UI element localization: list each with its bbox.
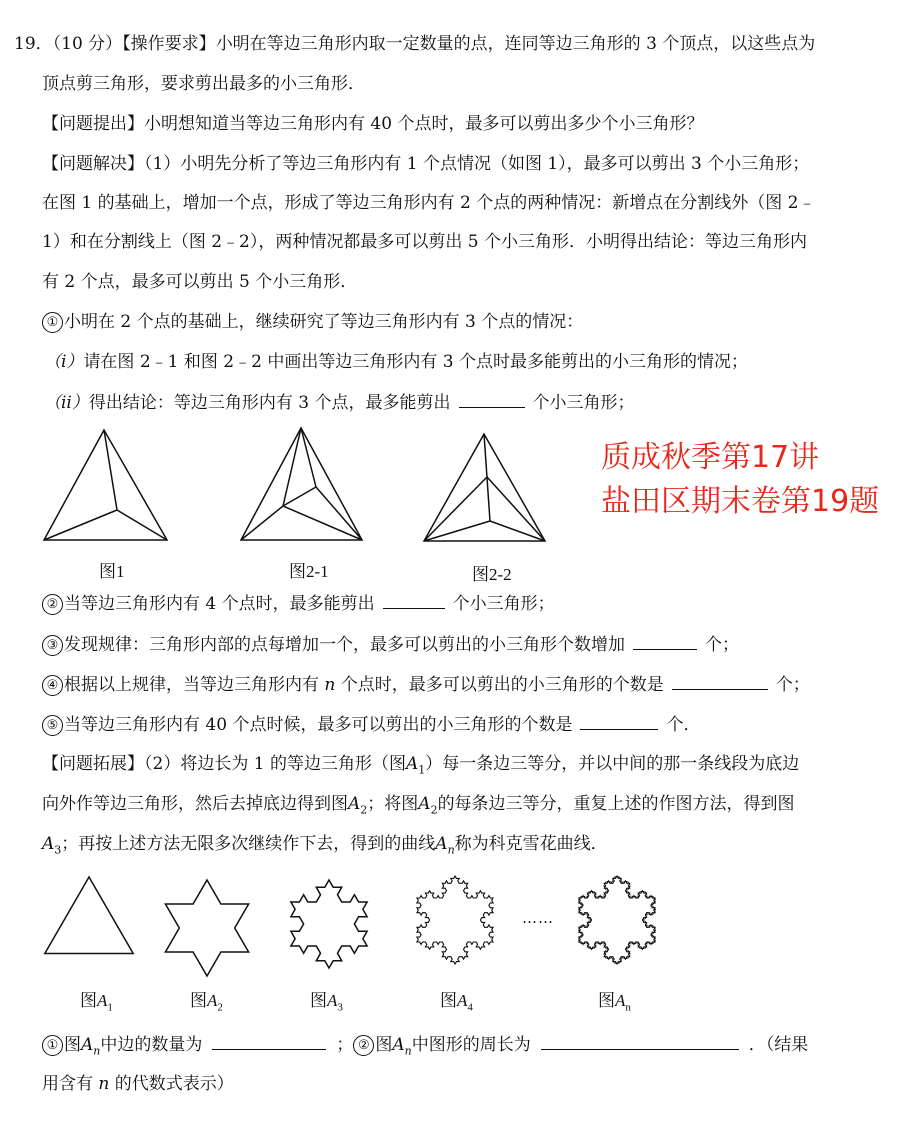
question-score: （10 分）	[52, 34, 123, 54]
ext-text-2b: ；将图	[367, 794, 419, 814]
cap-a3-sub: 3	[337, 1001, 343, 1014]
step1-number: ①	[42, 312, 63, 333]
req-tag: 【操作要求】	[122, 34, 216, 54]
cap-a1-sub: 1	[107, 1001, 113, 1014]
koch-a2-star	[165, 880, 248, 976]
cap-a2-sub: 2	[217, 1001, 223, 1014]
var-a2-sub: 2	[360, 803, 368, 817]
step5-pre: 当等边三角形内有 40 个点时候，最多可以剪出的小三角形的个数是	[64, 715, 573, 735]
ext-text-2c: 的每条边三等分，重复上述的作图方法，得到图	[437, 794, 795, 814]
final-2-sub: n	[404, 1044, 412, 1058]
fig-an-caption: 图$A_n$	[598, 991, 631, 1014]
var-a1-sub: 1	[418, 763, 426, 777]
final-1-var: A	[81, 1035, 94, 1055]
var-a2: A	[348, 794, 361, 814]
var-an: A	[435, 834, 448, 854]
final-number-2: ②	[353, 1035, 374, 1056]
answer-blank-edges[interactable]	[212, 1031, 326, 1050]
final-2-pre: 图	[375, 1035, 393, 1055]
final-3-var: n	[98, 1074, 110, 1094]
step4-mid: 个点时，最多可以剪出的小三角形的个数是	[340, 675, 664, 695]
step4-post: 个；	[775, 675, 810, 695]
step4-var: n	[324, 675, 336, 695]
cap-an-sub: n	[625, 1001, 631, 1014]
koch-a1-triangle	[45, 877, 133, 954]
var-a2b: A	[418, 794, 431, 814]
sub-ii-number: （ii）	[44, 393, 89, 413]
step3-post: 个；	[705, 635, 739, 655]
cap-a3-var: A	[327, 991, 338, 1010]
step4-number: ④	[42, 675, 63, 696]
final-2-post: 中图形的周长为	[411, 1035, 531, 1055]
ellipsis-dots: ……	[522, 909, 554, 927]
ext-text-2a: 向外作等边三角形，然后去掉底边得到图	[42, 794, 348, 814]
step2-number: ②	[42, 594, 63, 615]
fig21-caption: 图2-1	[289, 562, 329, 581]
fig22-caption: 图2-2	[472, 565, 512, 584]
solve-text-1: （1）小明先分析了等边三角形内有 1 个点情况（如图 1），最多可以剪出 3 个小三角形；	[144, 154, 810, 174]
ext-text-1b: ）每一条边三等分，并以中间的那一条线段为底边	[425, 754, 800, 774]
koch-a3-curve	[291, 880, 367, 968]
final-2-var: A	[392, 1035, 405, 1055]
solve-tag: 【问题解决】	[42, 154, 144, 174]
final-1-sub: n	[93, 1044, 101, 1058]
step1-text: 小明在 2 个点的基础上，继续研究了等边三角形内有 3 个点的情况：	[64, 312, 584, 332]
question-number: 19．	[14, 34, 53, 54]
final-3-post: 的代数式表示）	[114, 1074, 234, 1094]
final-line-1	[42, 1031, 808, 1064]
var-a3: A	[42, 834, 55, 854]
final-3-pre: 用含有	[42, 1074, 93, 1094]
solve-line-4: 有 2 个点，最多可以剪出 5 个小三角形．	[42, 272, 358, 292]
sub-i-number: （i）	[44, 352, 84, 372]
final-sep: ；	[336, 1035, 354, 1055]
fig-a4-caption: 图$A_4$	[440, 991, 473, 1014]
solve-line-2: 在图 1 的基础上，增加一个点，形成了等边三角形内有 2 个点的两种情况：新增点在分割线外（图 2﹣	[42, 193, 816, 213]
step5-number: ⑤	[42, 715, 63, 736]
var-a1: A	[405, 754, 419, 774]
problem-tag: 【问题提出】	[42, 114, 144, 134]
var-a3-sub: 3	[54, 843, 62, 857]
req-text: 小明在等边三角形内取一定数量的点，连同等边三角形的 3 个顶点，以这些点为	[215, 34, 816, 54]
ext-text-3b: ；再按上述方法无限多次继续作下去，得到的曲线	[61, 834, 436, 854]
answer-blank-perimeter[interactable]	[541, 1031, 739, 1050]
annotation-line-2: 盐田区期末卷第19题	[601, 484, 880, 519]
step2-pre: 当等边三角形内有 4 个点时，最多能剪出	[64, 594, 375, 614]
fig1-caption: 图1	[99, 562, 125, 581]
final-1-pre: 图	[64, 1035, 81, 1055]
question-line-2: 顶点剪三角形，要求剪出最多的小三角形．	[42, 74, 365, 94]
fig-a2-caption: 图$A_2$	[190, 991, 223, 1014]
koch-a4-curve	[417, 876, 493, 964]
final-2-end: ．（结果	[748, 1035, 809, 1055]
step4-pre: 根据以上规律，当等边三角形内有	[64, 675, 319, 695]
sub-ii-post: 个小三角形；	[532, 393, 635, 413]
final-number-1: ①	[42, 1035, 63, 1056]
sub-ii-pre: 得出结论：等边三角形内有 3 个点，最多能剪出	[88, 393, 451, 413]
step3-number: ③	[42, 635, 63, 656]
cap-an-var: A	[615, 991, 626, 1010]
fig-a3-caption: 图$A_3$	[310, 991, 343, 1014]
koch-an-curve	[579, 876, 655, 964]
solve-line-3: 1）和在分割线上（图 2﹣2），两种情况都最多可以剪出 5 个小三角形．小明得出结论：等边三角形内	[42, 232, 807, 252]
sub-i-text: 请在图 2﹣1 和图 2﹣2 中画出等边三角形内有 3 个点时最多能剪出的小三角形的情况；	[83, 352, 748, 372]
problem-text: 小明想知道当等边三角形内有 40 个点时，最多可以剪出多少个小三角形？	[144, 114, 704, 134]
cap-a4-var: A	[457, 991, 468, 1010]
ext-text-3c: 称为科克雪花曲线．	[454, 834, 608, 854]
step5-post: 个．	[666, 715, 701, 735]
final-1-post: 中边的数量为	[100, 1035, 203, 1055]
fig-a1-caption: 图$A_1$	[80, 991, 113, 1014]
step3-pre: 发现规律：三角形内部的点每增加一个，最多可以剪出的小三角形个数增加	[64, 635, 625, 655]
annotation-line-1: 质成秋季第17讲	[601, 440, 820, 475]
cap-a1-var: A	[97, 991, 108, 1010]
var-a2b-sub: 2	[430, 803, 438, 817]
final-line-2	[42, 1071, 234, 1097]
cap-a2-var: A	[207, 991, 218, 1010]
var-an-sub: n	[447, 843, 455, 857]
ext-tag: 【问题拓展】	[42, 754, 144, 774]
step2-post: 个小三角形；	[452, 594, 555, 614]
ext-text-1a: （2）将边长为 1 的等边三角形（图	[144, 754, 406, 774]
